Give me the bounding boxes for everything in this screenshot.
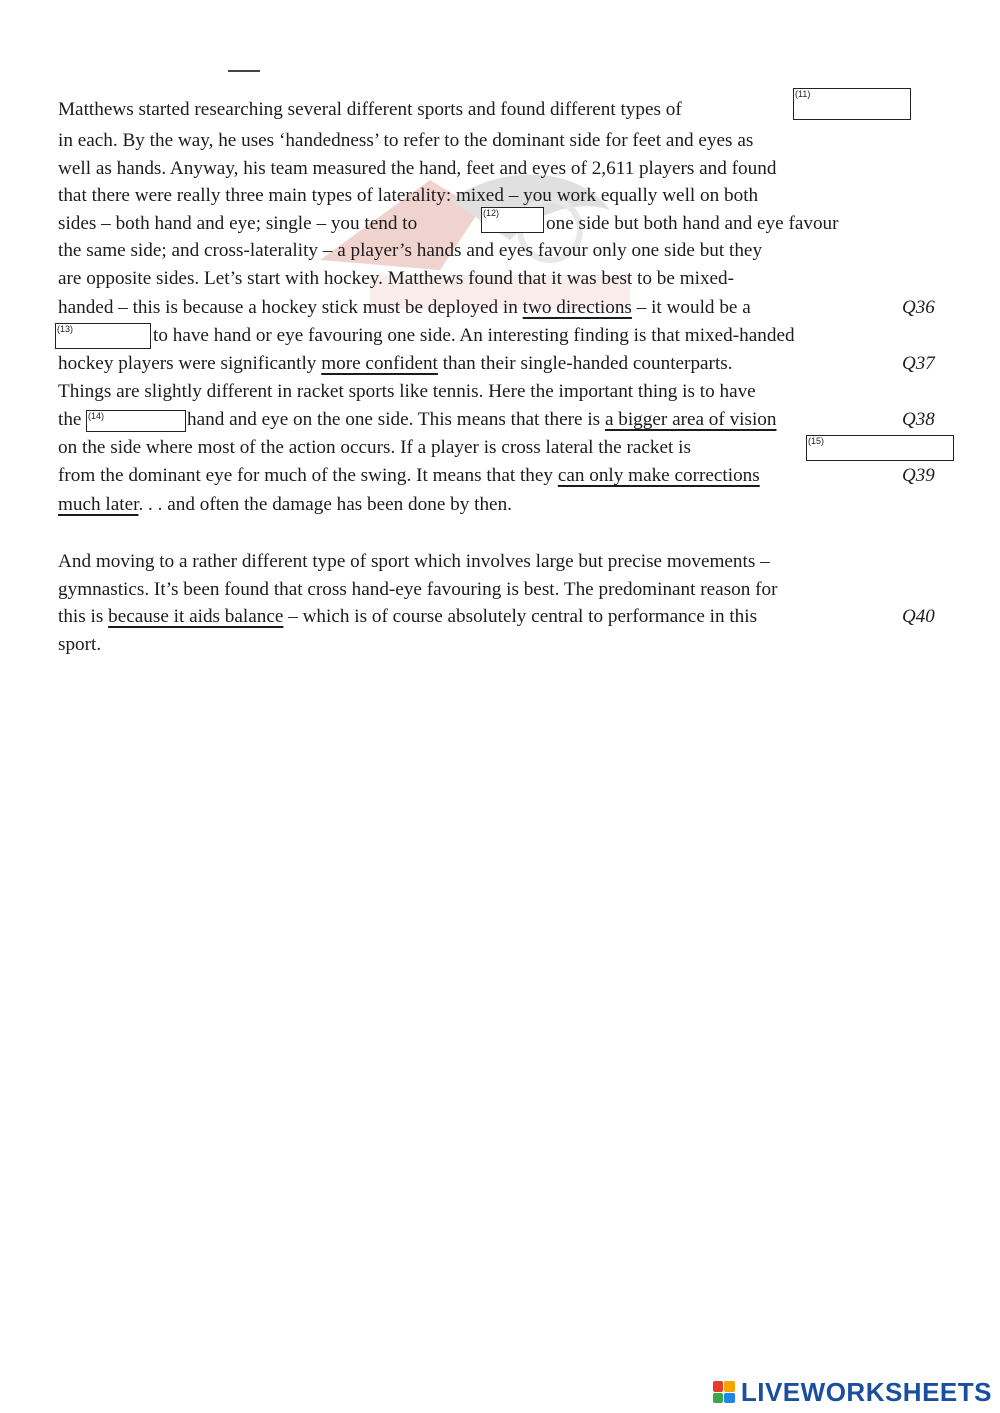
underlined-answer-text: a bigger area of vision <box>604 409 777 430</box>
passage-line <box>58 436 691 460</box>
answer-number-13: (13) <box>57 324 74 334</box>
passage-text: sport. <box>58 634 102 655</box>
passage-line <box>58 605 757 629</box>
answer-number-15: (15) <box>808 436 825 446</box>
passage-text: Matthews started researching several different sports and found different types of <box>58 99 682 120</box>
passage-text: sides – both hand and eye; single – you tend to <box>58 213 418 234</box>
question-label-40: Q40 <box>902 606 935 627</box>
passage-text: this is <box>58 606 104 627</box>
underlined-answer-text: much later <box>58 494 139 515</box>
icon-square <box>724 1381 735 1392</box>
underlined-answer-text: can only make corrections <box>557 465 760 486</box>
passage-line <box>58 550 770 574</box>
passage-line <box>546 212 839 236</box>
passage-text: hand and eye on the one side. This means that there is <box>187 409 601 430</box>
answer-input-13[interactable] <box>55 323 151 349</box>
passage-line <box>187 408 777 432</box>
passage-line <box>58 633 101 657</box>
passage-text: than their single-handed counterparts. <box>442 353 733 374</box>
question-label-39: Q39 <box>902 465 935 486</box>
passage-line <box>58 157 776 181</box>
passage-text: in each. By the way, he uses ‘handedness’ to refer to the dominant side for feet and eyes as <box>58 130 754 151</box>
passage-text: – which is of course absolutely central to performance in this <box>288 606 758 627</box>
passage-text: that there were really three main types of laterality: mixed – you work equally well on both <box>58 185 759 206</box>
passage-line <box>153 324 795 348</box>
answer-input-15[interactable] <box>806 435 954 461</box>
passage-line <box>58 408 81 432</box>
passage-text: on the side where most of the action occurs. If a player is cross lateral the racket is <box>58 437 691 458</box>
answer-input-14[interactable] <box>86 410 186 432</box>
passage-text: the <box>58 409 82 430</box>
question-label-38: Q38 <box>902 409 935 430</box>
passage-text: from the dominant eye for much of the swing. It means that they <box>58 465 554 486</box>
passage-line <box>58 464 760 488</box>
answer-number-14: (14) <box>88 411 105 421</box>
passage-text: the same side; and cross-laterality – a player’s hands and eyes favour only one side but they <box>58 240 763 261</box>
answer-number-12: (12) <box>483 208 500 218</box>
underlined-answer-text: two directions <box>522 297 632 318</box>
passage-line <box>58 239 762 263</box>
passage-line <box>58 493 512 517</box>
passage-line <box>58 578 778 602</box>
answer-input-11[interactable] <box>793 88 911 120</box>
underlined-answer-text: because it aids balance <box>108 606 284 627</box>
passage-line <box>58 184 758 208</box>
passage-text: And moving to a rather different type of sport which involves large but precise movements – <box>58 551 770 572</box>
passage-text: well as hands. Anyway, his team measured the hand, feet and eyes of 2,611 players and found <box>58 158 777 179</box>
liveworksheets-grid-icon <box>713 1381 735 1403</box>
icon-square <box>713 1393 724 1404</box>
passage-text: Things are slightly different in racket sports like tennis. Here the important thing is to have <box>58 381 756 402</box>
passage-line <box>58 380 756 404</box>
passage-text: handed – this is because a hockey stick must be deployed in <box>58 297 518 318</box>
passage-text: hockey players were significantly <box>58 353 317 374</box>
passage-line <box>58 267 734 291</box>
bleed-through-text <box>560 70 564 87</box>
question-label-37: Q37 <box>902 353 935 374</box>
scan-mark <box>228 70 260 72</box>
icon-square <box>713 1381 724 1392</box>
passage-text: . . . and often the damage has been done by then. <box>138 494 512 515</box>
liveworksheets-logo[interactable] <box>713 1377 992 1407</box>
passage-text: – it would be a <box>636 297 751 318</box>
answer-number-11: (11) <box>795 89 811 99</box>
question-label-36: Q36 <box>902 297 935 318</box>
passage-text: gymnastics. It’s been found that cross hand-eye favouring is best. The predominant reason for <box>58 579 778 600</box>
passage-line <box>58 129 753 153</box>
passage-text: to have hand or eye favouring one side. An interesting finding is that mixed-handed <box>153 325 795 346</box>
passage-line <box>58 98 682 122</box>
answer-input-12[interactable] <box>481 207 544 233</box>
underlined-answer-text: more confident <box>321 353 438 374</box>
passage-line <box>58 212 417 236</box>
passage-line <box>58 352 733 376</box>
logo-text: LIVEWORKSHEETS <box>740 1376 992 1407</box>
passage-line <box>58 296 751 320</box>
icon-square <box>724 1393 735 1404</box>
passage-text: one side but both hand and eye favour <box>546 213 839 234</box>
passage-text: are opposite sides. Let’s start with hockey. Matthews found that it was best to be mixed- <box>58 268 735 289</box>
